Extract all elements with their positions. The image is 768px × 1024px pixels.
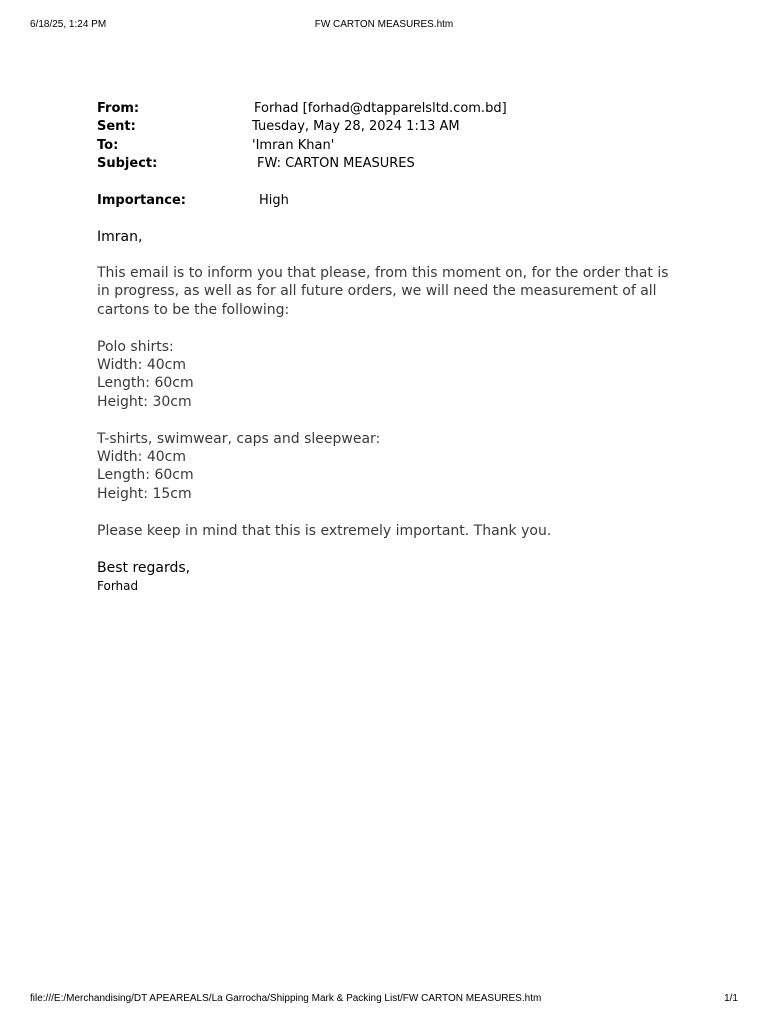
importance-row bbox=[97, 192, 657, 210]
intro-paragraph bbox=[97, 264, 667, 319]
importance-label: Importance: bbox=[97, 193, 186, 209]
from-label: From: bbox=[97, 101, 140, 116]
sent-row bbox=[97, 118, 657, 136]
signature: Forhad bbox=[97, 579, 139, 593]
to-value: 'Imran Khan' bbox=[252, 137, 335, 153]
intro-line: cartons to be the following: bbox=[97, 301, 290, 318]
note-line: Please keep in mind that this is extremely important. Thank you. bbox=[97, 522, 552, 539]
from-value: Forhad [forhad@dtapparelsltd.com.bd] bbox=[254, 101, 507, 116]
subject-label: Subject: bbox=[97, 156, 158, 172]
closing: Best regards, bbox=[97, 560, 191, 576]
to-label: To: bbox=[97, 137, 119, 153]
print-title: FW CARTON MEASURES.htm bbox=[314, 19, 454, 30]
from-row bbox=[97, 100, 657, 118]
intro-line: This email is to inform you that please, from this moment on, for the order that is bbox=[97, 265, 669, 281]
importance-value: High bbox=[259, 193, 289, 209]
length-measure: Length: 60cm bbox=[97, 467, 194, 484]
intro-line: in progress, as well as for all future orders, we will need the measurement of all bbox=[97, 283, 657, 300]
greeting: Imran, bbox=[97, 229, 143, 245]
height-measure: Height: 15cm bbox=[97, 485, 192, 502]
subject-row bbox=[97, 155, 657, 173]
print-datetime: 6/18/25, 1:24 PM bbox=[30, 19, 107, 30]
width-measure: Width: 40cm bbox=[97, 449, 186, 466]
email-headers bbox=[97, 100, 657, 210]
height-measure: Height: 30cm bbox=[97, 393, 192, 410]
length-measure: Length: 60cm bbox=[97, 375, 194, 392]
subject-value: FW: CARTON MEASURES bbox=[257, 156, 415, 172]
print-footer bbox=[30, 993, 738, 1007]
file-path: file:///E:/Merchandising/DT APEAREALS/La Garrocha/Shipping Mark & Packing List/FW CARTON MEASURES.htm bbox=[30, 993, 542, 1004]
sent-value: Tuesday, May 28, 2024 1:13 AM bbox=[252, 119, 460, 135]
importance-note bbox=[97, 522, 667, 540]
page-number: 1/1 bbox=[724, 993, 738, 1004]
polo-shirts-measurements bbox=[97, 338, 667, 412]
to-row bbox=[97, 137, 657, 155]
tshirts-measurements bbox=[97, 430, 667, 504]
group-title: Polo shirts: bbox=[97, 338, 174, 355]
message-body bbox=[97, 264, 667, 558]
sent-label: Sent: bbox=[97, 119, 136, 135]
width-measure: Width: 40cm bbox=[97, 357, 186, 374]
group-title: T-shirts, swimwear, caps and sleepwear: bbox=[97, 430, 381, 447]
print-header bbox=[30, 19, 738, 33]
